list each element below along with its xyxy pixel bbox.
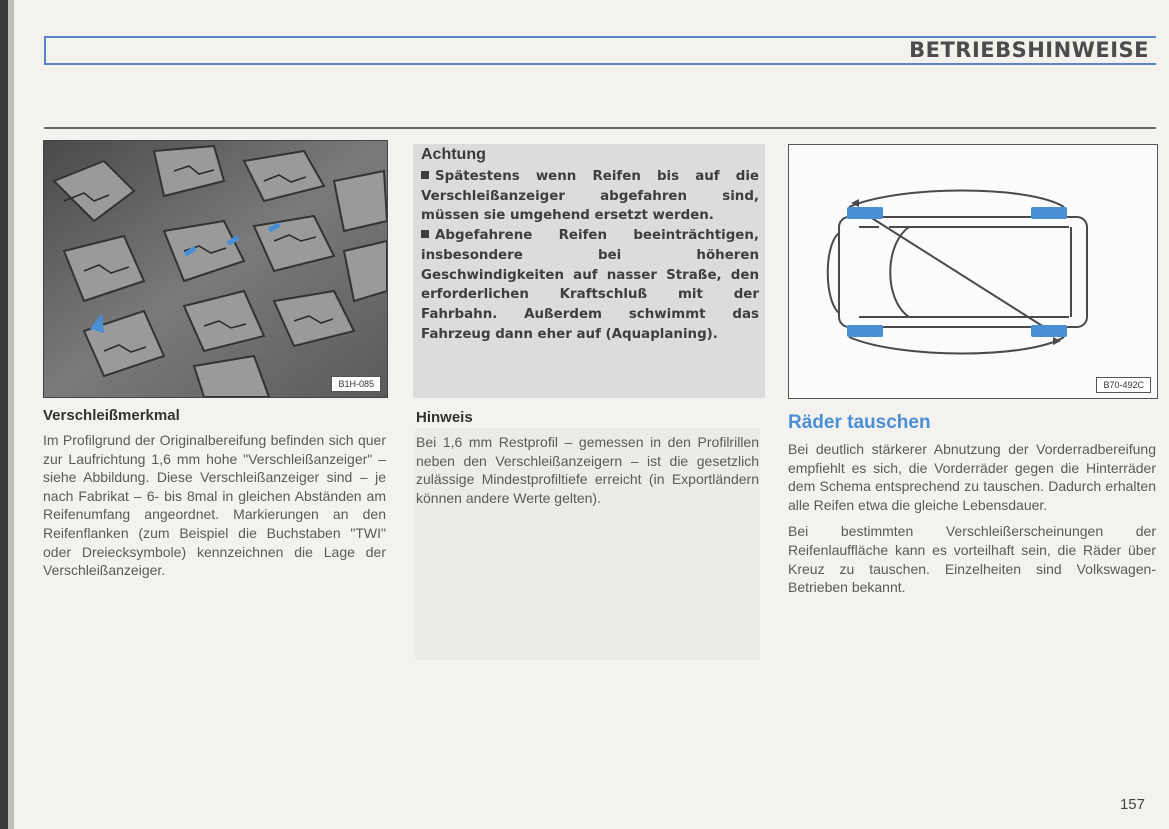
car-figure-code: B70-492C [1096,377,1151,393]
car-wheel-rotation-diagram [789,145,1157,398]
section-header-title: BETRIEBSHINWEISE [909,38,1149,62]
warning-text [421,167,759,344]
warning-item-1 [421,167,759,226]
section-divider [44,127,1156,129]
wheel-rotation-figure [788,144,1158,399]
tire-tread-illustration [44,141,387,397]
paragraph-verschleissmerkmal: Im Profilgrund der Originalbereifung befinden sich quer zur Laufrichtung 1,6 mm hohe "Verschleißanzeiger" – siehe Abbildung. Diese Verschleißanzeiger sind – je nach Fabrikat – 6- bis 8mal in gleichen Abständen am Reifenumfang angeordnet. Markierungen an den Reifenflanken (zum Beispiel die Buchstaben "TWI" oder Dreiecksymbole) kennzeichnen die Lage der Verschleißanzeiger. [43,432,386,579]
book-spine-edge [8,0,14,829]
heading-raeder-tauschen: Räder tauschen [788,412,931,433]
paragraph-raeder-tauschen-1: Bei deutlich stärkerer Abnutzung der Vorderradbereifung empfiehlt es sich, die Vorderräder gegen die Hinterräder dem Schema entsprechend zu tauschen. Dadurch erhalten alle Reifen etwa die gleiche Lebensdauer. [788,441,1156,513]
tire-tread-figure [43,140,388,398]
warning-item-1-text: Spätestens wenn Reifen bis auf die Verschleißanzeiger abgefahren sind, müssen sie umgehend ersetzt werden. [421,169,759,224]
page-number: 157 [1119,796,1145,813]
tire-figure-code: B1H-085 [331,376,381,392]
heading-verschleissmerkmal: Verschleißmerkmal [43,407,180,424]
heading-hinweis: Hinweis [416,409,473,426]
paragraph-raeder-tauschen-2: Bei bestimmten Verschleißerscheinungen der Reifenlauffläche kann es vorteilhaft sein, die Räder über Kreuz zu tauschen. Einzelheiten sind Volkswagen-Betrieben bekannt. [788,523,1156,596]
warning-title: Achtung [421,146,486,163]
bullet-icon [421,230,429,238]
bullet-icon [421,171,429,179]
paragraph-hinweis: Bei 1,6 mm Restprofil – gemessen in den Profilrillen neben den Verschleißanzeigern – ist die gesetzlich zulässige Mindestprofiltiefe erreicht (in Exportländern können andere Werte gelten). [416,434,759,506]
book-spine-shadow [0,0,8,829]
warning-item-2-text: Abgefahrene Reifen beeinträchtigen, insbesondere bei höheren Geschwindigkeiten auf nasser Straße, den erforderlichen Kraftschluß mit der Fahrbahn. Außerdem schwimmt das Fahrzeug dann eher auf (Aquaplaning). [421,228,759,342]
header-frame-left [44,36,46,63]
warning-item-2 [421,226,759,344]
right-column-text [788,440,1156,605]
